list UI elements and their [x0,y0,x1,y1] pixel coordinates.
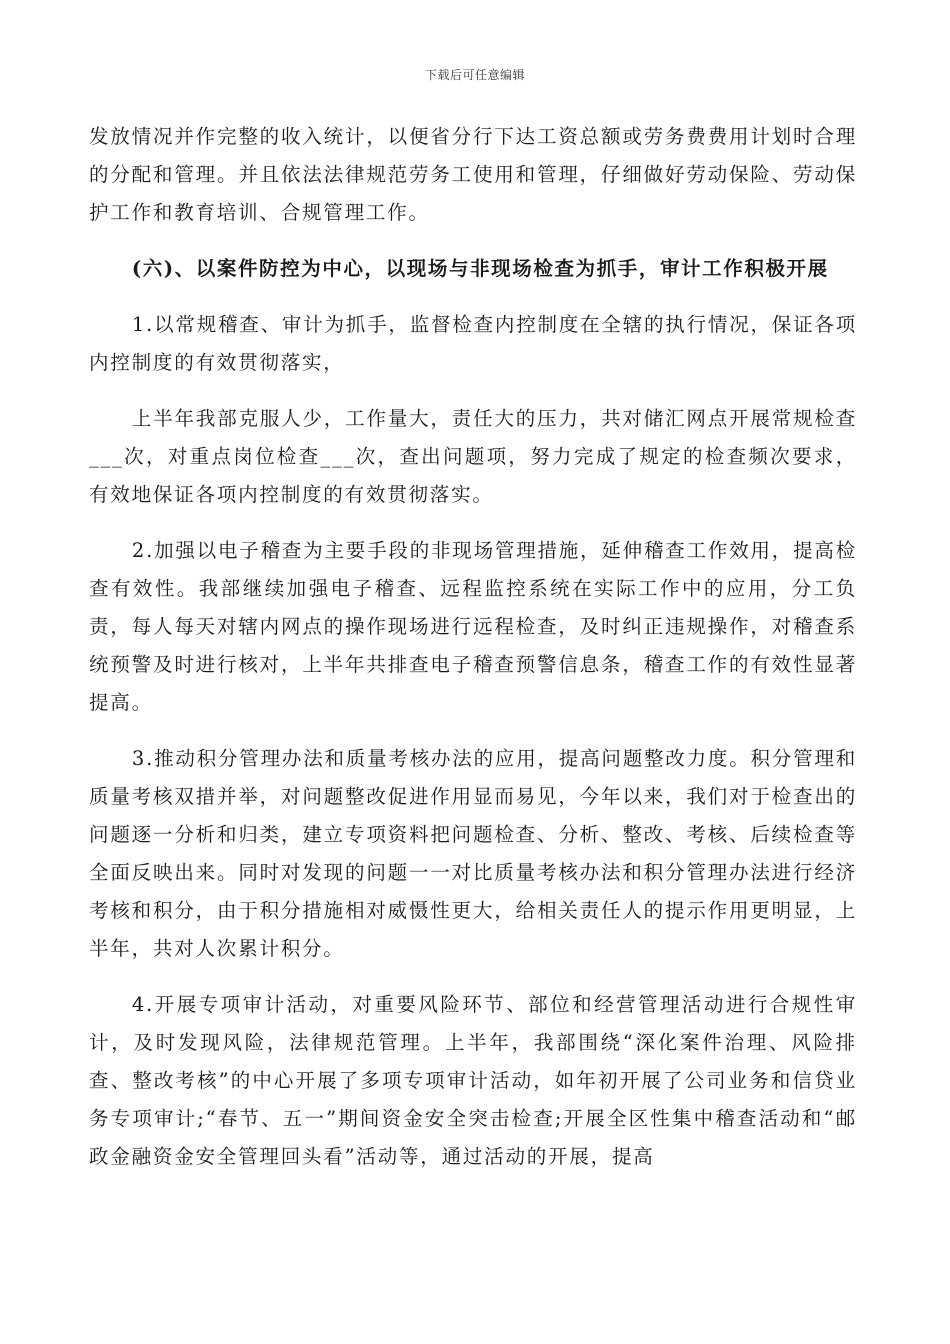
page-header: 下载后可任意编辑 [424,68,525,82]
section-heading-audit: (六)、以案件防控为中心，以现场与非现场检查为抓手，审计工作积极开展 [131,257,829,280]
paragraph-item-1: 1.以常规稽查、审计为抓手，监督检查内控制度在全辖的执行情况，保证各项内控制度的有效贯彻落实， [89,313,857,374]
paragraph-item-2: 2.加强以电子稽查为主要手段的非现场管理措施，延伸稽查工作效用，提高检查有效性。我部继续加强电子稽查、远程监控系统在实际工作中的应用，分工负责，每人每天对辖内网点的操作现场进行远程检查，及时纠正违规操作，对稽查系统预警及时进行核对，上半年共排查电子稽查预警信息条，稽查工作的有效性显著提高。 [89,539,857,714]
paragraph-item-3: 3.推动积分管理办法和质量考核办法的应用，提高问题整改力度。积分管理和质量考核双措并举，对问题整改促进作用显而易见，今年以来，我们对于检查出的问题逐一分析和归类，建立专项资料把问题检查、分析、整改、考核、后续检查等全面反映出来。同时对发现的问题一一对比质量考核办法和积分管理办法进行经济考核和积分，由于积分措施相对威慑性更大，给相关责任人的提示作用更明显，上半年，共对人次累计积分。 [89,747,857,960]
document-body [89,118,857,1194]
paragraph-income-statistics: 发放情况并作完整的收入统计，以便省分行下达工资总额或劳务费费用计划时合理的分配和管理。并且依法法律规范劳务工使用和管理，仔细做好劳动保险、劳动保护工作和教育培训、合规管理工作。 [89,125,857,224]
paragraph-item-4: 4.开展专项审计活动，对重要风险环节、部位和经营管理活动进行合规性审计，及时发现风险，法律规范管理。上半年，我部围绕“深化案件治理、风险排查、整改考核”的中心开展了多项专项审计活动，如年初开展了公司业务和信贷业务专项审计;“春节、五一”期间资金安全突击检查;开展全区性集中稽查活动和“邮政金融资金安全管理回头看”活动等，通过活动的开展，提高 [89,993,857,1168]
paragraph-first-half-inspection: 上半年我部克服人少，工作量大，责任大的压力，共对储汇网点开展常规检查___次，对重点岗位检查___次，查出问题项，努力完成了规定的检查频次要求，有效地保证各项内控制度的有效贯彻落实。 [89,407,857,506]
